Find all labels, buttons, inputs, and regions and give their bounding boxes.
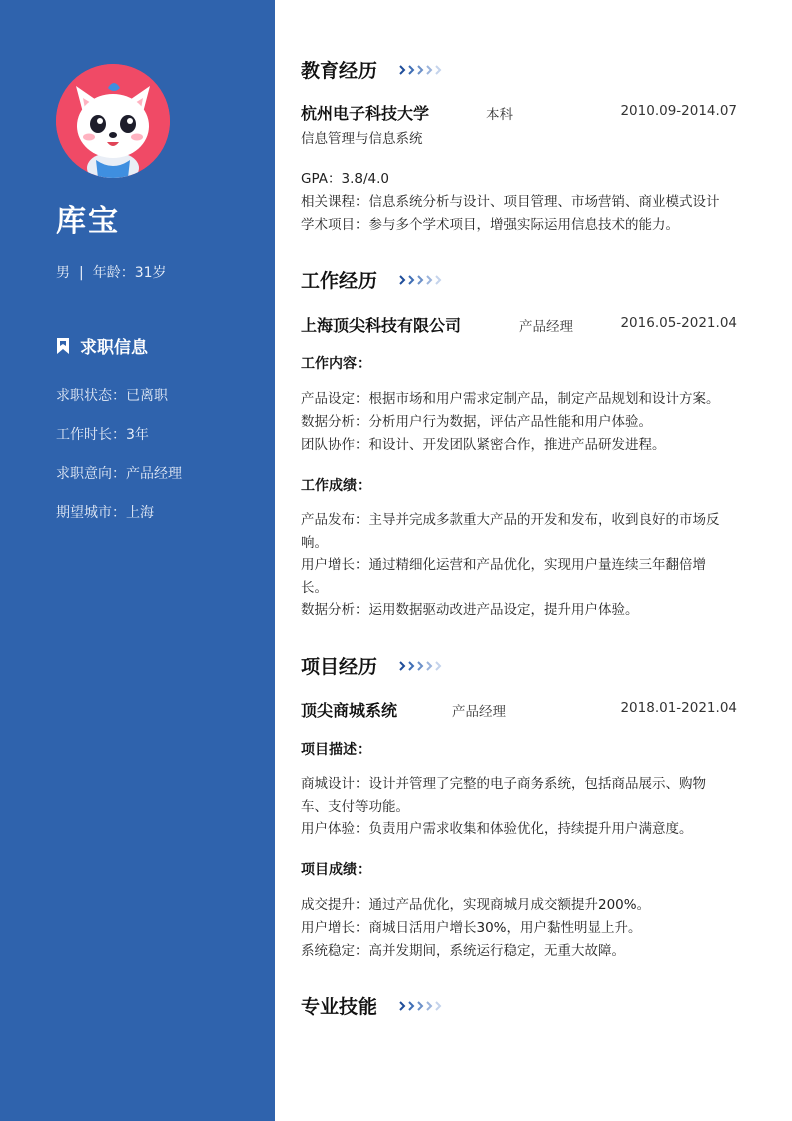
work-content-heading: 工作内容：	[301, 356, 371, 372]
job-status: 求职状态：已离职	[56, 388, 168, 404]
work-role: 产品经理	[519, 319, 573, 335]
cat-mascot-icon	[56, 64, 170, 178]
age: 年龄：31岁	[92, 265, 167, 281]
chevrons-icon	[399, 660, 445, 672]
major: 信息管理与信息系统	[301, 131, 423, 147]
education-section-title	[301, 56, 445, 83]
project-title: 项目经历	[301, 656, 378, 678]
education-period: 2010.09-2014.07	[620, 103, 737, 119]
project-results-heading: 项目成绩：	[301, 862, 371, 878]
work-duration: 工作时长：3年	[56, 427, 149, 443]
bookmark-icon	[56, 338, 70, 354]
project-result-line: 用户增长：商城日活用户增长30%，用户黏性明显上升。	[301, 920, 642, 936]
job-info-heading-label: 求职信息	[80, 338, 148, 358]
work-period: 2016.05-2021.04	[620, 315, 737, 331]
work-content-line: 产品设定：根据市场和用户需求定制产品，制定产品规划和设计方案。	[301, 391, 720, 407]
job-intention: 求职意向：产品经理	[56, 466, 182, 482]
work-result-line: 响。	[301, 535, 328, 551]
work-content-line: 团队协作：和设计、开发团队紧密合作，推进产品研发进程。	[301, 437, 666, 453]
courses: 相关课程：信息系统分析与设计、项目管理、市场营销、商业模式设计	[301, 194, 720, 210]
sidebar	[0, 0, 275, 1121]
chevrons-icon	[399, 1000, 445, 1012]
project-section-title	[301, 652, 445, 679]
avatar	[56, 64, 170, 178]
academic-projects: 学术项目：参与多个学术项目，增强实际运用信息技术的能力。	[301, 217, 679, 233]
education-title: 教育经历	[301, 60, 378, 82]
work-result-line: 用户增长：通过精细化运营和产品优化，实现用户量连续三年翻倍增	[301, 557, 706, 573]
chevrons-icon	[399, 64, 445, 76]
project-role: 产品经理	[452, 704, 506, 720]
project-desc-line: 车、支付等功能。	[301, 799, 409, 815]
work-title: 工作经历	[301, 270, 378, 292]
job-info-list	[56, 385, 182, 541]
skills-section-title	[301, 992, 445, 1019]
project-result-line: 成交提升：通过产品优化，实现商城月成交额提升200%。	[301, 897, 651, 913]
skills-title: 专业技能	[301, 996, 378, 1018]
project-desc-line: 用户体验：负责用户需求收集和体验优化，持续提升用户满意度。	[301, 821, 693, 837]
project-desc-heading: 项目描述：	[301, 742, 371, 758]
work-content-line: 数据分析：分析用户行为数据，评估产品性能和用户体验。	[301, 414, 652, 430]
project-result-line: 系统稳定：高并发期间，系统运行稳定，无重大故障。	[301, 943, 625, 959]
degree: 本科	[486, 107, 513, 123]
school-name: 杭州电子科技大学	[301, 104, 430, 123]
education-row	[301, 101, 737, 123]
project-name: 顶尖商城系统	[301, 701, 398, 720]
job-info-heading	[56, 333, 148, 358]
expected-city: 期望城市：上海	[56, 505, 154, 521]
work-results-heading: 工作成绩：	[301, 478, 371, 494]
basic-info	[56, 262, 167, 282]
work-result-line: 数据分析：运用数据驱动改进产品设定，提升用户体验。	[301, 602, 639, 618]
gpa: GPA：3.8/4.0	[301, 171, 389, 187]
info-separator: |	[79, 265, 84, 281]
project-row	[301, 698, 737, 720]
work-result-line: 长。	[301, 580, 328, 596]
project-desc-line: 商城设计：设计并管理了完整的电子商务系统，包括商品展示、购物	[301, 776, 706, 792]
work-result-line: 产品发布：主导并完成多款重大产品的开发和发布，收到良好的市场反	[301, 512, 720, 528]
gender: 男	[56, 265, 70, 281]
company-name: 上海顶尖科技有限公司	[301, 316, 462, 335]
chevrons-icon	[399, 274, 445, 286]
work-row	[301, 313, 737, 335]
work-section-title	[301, 266, 445, 293]
candidate-name: 库宝	[56, 204, 120, 239]
project-period: 2018.01-2021.04	[620, 700, 737, 716]
